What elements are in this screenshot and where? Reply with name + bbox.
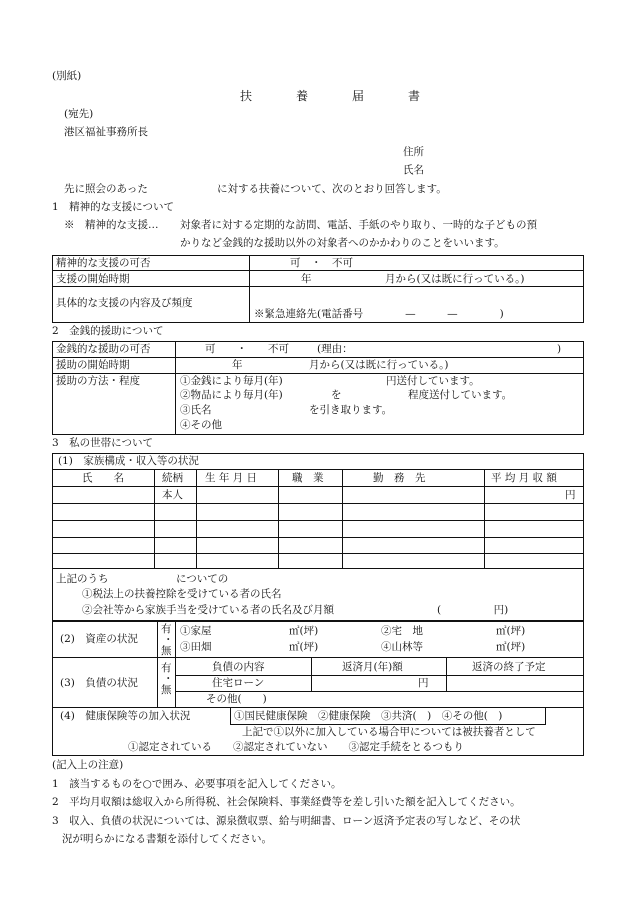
method1-a: ①金銭により毎月(年) [180,375,283,387]
note-1: 1 該当するものを○で囲み、必要事項を記入してください。 [52,778,342,790]
address-label: 住所 [403,146,424,158]
support-possible-label: 精神的な支援の可否 [56,257,151,269]
financial-possible-label: 金銭的な援助の可否 [56,343,151,355]
note-3b: 況が明らかになる書類を添付してください。 [62,833,272,845]
below-a: 上記のうち [56,573,109,585]
intro-text-b: に対する扶養について、次のとおり回答します。 [217,183,447,195]
financial-method-label: 援助の方法・程度 [56,375,140,387]
asset-house-unit: ㎡(坪) [289,625,319,637]
debts-umu-1: 有 [161,662,172,674]
method1-b: 円送付しています。 [386,375,480,387]
method3-a: ③氏名 [180,404,212,416]
note-3a: 3 収入、負債の状況については、源泉徴収票、給与明細書、ローン返済予定表の写しなど、その状 [52,815,521,827]
addressee-label: (宛先) [64,108,94,120]
emergency-contact: ※緊急連絡先(電話番号 — — ) [254,308,504,320]
section1-note-mark: ※ 精神的な支援… [64,219,159,231]
note-2: 2 平均月収額は総収入から所得税、社会保険料、事業経費等を差し引いた額を記入してください。 [52,796,521,808]
support-possible-value: 可 ・ 不可 [290,257,353,269]
assets-umu-3: 無 [161,645,172,657]
debt-header-content: 負債の内容 [212,661,265,673]
debt-header-end: 返済の終了予定 [472,661,546,673]
below-b: についての [176,573,229,585]
asset-field-unit: ㎡(坪) [289,641,319,653]
assets-label: (2) 資産の状況 [60,633,138,645]
notes-heading: (記入上の注意) [52,759,124,771]
col-income: 平 均 月 収 額 [491,472,557,484]
debt-home-loan: 住宅ローン [212,677,265,689]
support-start-label: 支援の開始時期 [56,273,130,285]
financial-reason-close: ) [557,343,562,355]
assets-umu-1: 有 [161,623,172,635]
debts-label: (3) 負債の状況 [60,677,138,689]
financial-reason-label: (理由： [317,343,353,355]
debts-umu-2: ・ [163,673,174,685]
assets-umu-2: ・ [163,634,174,646]
asset-land-unit: ㎡(坪) [496,625,526,637]
asset-land: ②宅 地 [381,625,423,637]
method2-c: 程度送付しています。 [408,389,513,401]
below-2: ②会社等から家族手当を受けている者の氏名及び月額 [82,604,334,616]
insurance-dependent-line: 上記で①以外に加入している場合甲については被扶養者として [242,726,536,738]
support-start-year: 年 [301,273,312,285]
addressee: 港区福祉事務所長 [64,126,148,138]
financial-possible-value: 可 ・ 不可 [205,343,289,355]
financial-start-value: 月から(又は既に行っている。) [309,359,449,371]
section1-note-line2: かりなど金銭的な援助以外の対象者へのかかわりのことをいいます。 [180,237,505,249]
asset-house: ①家屋 [180,625,212,637]
form-title: 扶 養 届 書 [240,89,421,103]
debt-header-amount: 返済月(年)額 [342,661,403,673]
asset-forest: ④山林等 [381,641,423,653]
asset-forest-unit: ㎡(坪) [496,641,526,653]
col-workplace: 勤 務 先 [373,472,426,484]
intro-text-a: 先に照会のあった [64,183,148,195]
method3-b: を引き取ります。 [309,404,393,416]
asset-field: ③田畑 [180,641,212,653]
below-1: ①税法上の扶養控除を受けている者の氏名 [82,588,282,600]
col-relation: 続柄 [162,472,183,484]
col-occupation: 職 業 [292,472,324,484]
insurance-label: (4) 健康保険等の加入状況 [60,710,191,722]
insurance-options: ①国民健康保険 ②健康保険 ③共済( ) ④その他( ) [234,710,503,722]
section3-heading: 3 私の世帯について [52,437,153,449]
debt-other: その他( ) [206,693,267,705]
income-yen-unit: 円 [565,489,576,501]
method4: ④その他 [180,419,222,431]
section1-heading: 1 精神的な支援について [52,201,174,213]
name-label: 氏名 [403,164,424,176]
financial-start-label: 援助の開始時期 [56,359,130,371]
section1-note-line1: 対象者に対する定期的な訪問、電話、手紙のやり取り、一時的な子どもの預 [180,219,537,231]
annex-label: (別紙) [52,70,82,82]
family-table-title: (1) 家族構成・収入等の状況 [58,455,199,467]
family-table [52,453,584,569]
section2-heading: 2 金銭的援助について [52,325,164,337]
debt-home-loan-yen: 円 [418,677,429,689]
self-relation: 本人 [162,489,183,501]
col-birthdate: 生 年 月 日 [205,472,258,484]
support-start-value: 月から(又は既に行っている。) [385,273,525,285]
method2-a: ②物品により毎月(年) [180,389,283,401]
method2-b: を [331,389,342,401]
debts-umu-3: 無 [161,684,172,696]
below-2-paren: ( 円) [437,604,509,616]
support-content-label: 具体的な支援の内容及び頻度 [56,297,193,309]
insurance-dependent-options: ①認定されている ②認定されていない ③認定手続をとるつもり [128,741,464,753]
col-name: 氏 名 [82,472,124,484]
financial-start-year: 年 [232,359,243,371]
